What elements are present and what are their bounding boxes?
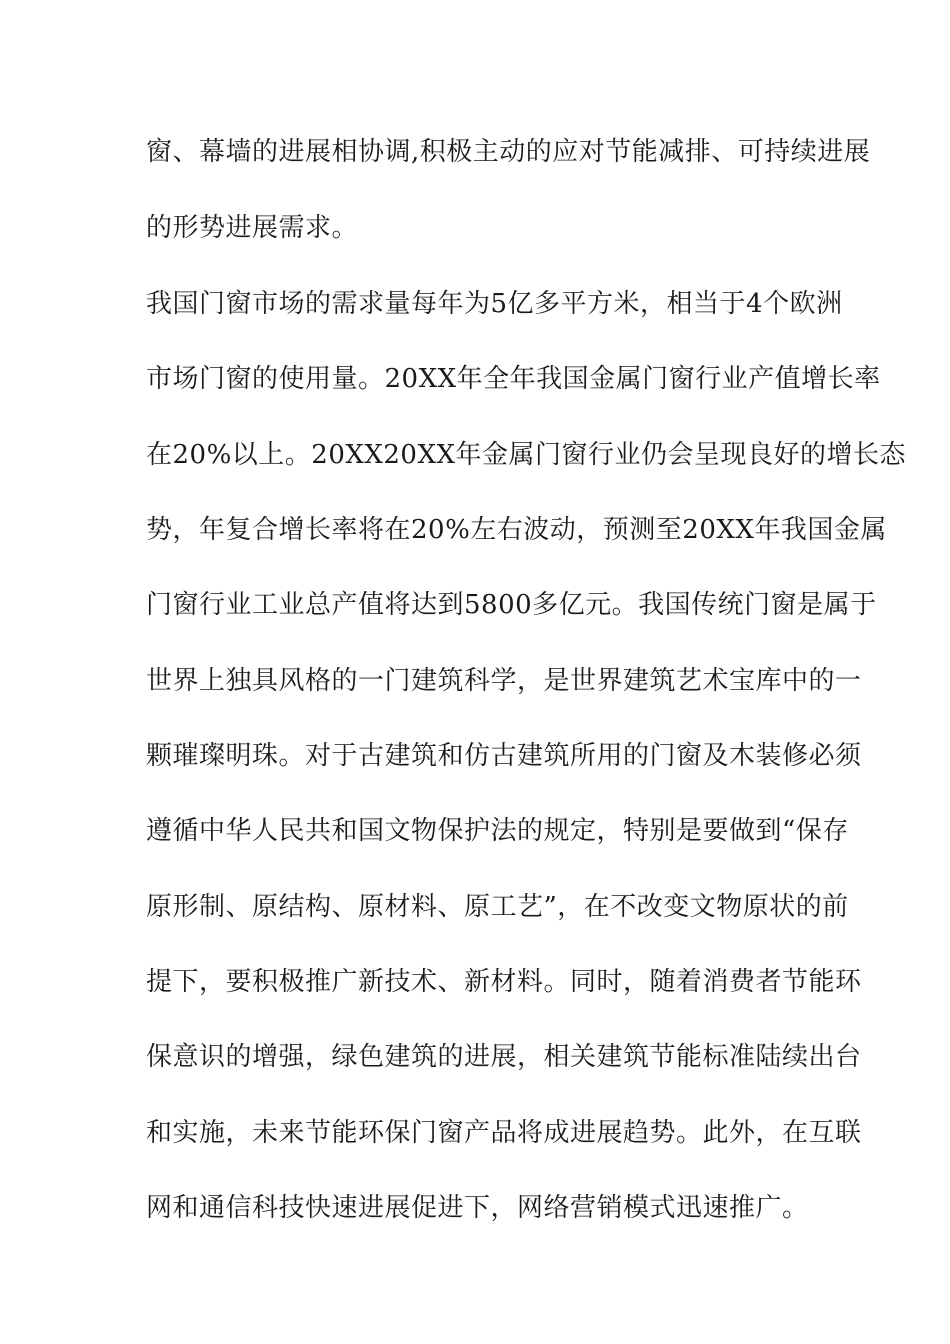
- text-line: 势，年复合增长率将在20%左右波动，预测至20XX年我国金属: [146, 515, 887, 545]
- text-line: 提下，要积极推广新技术、新材料。同时，随着消费者节能环: [146, 967, 862, 997]
- text-line: 遵循中华人民共和国文物保护法的规定，特别是要做到“保存: [146, 816, 849, 846]
- text-line: 市场门窗的使用量。20XX年全年我国金属门窗行业产值增长率: [146, 364, 881, 394]
- text-line: 的形势进展需求。: [146, 213, 359, 243]
- text-line: 在20%以上。20XX20XX年金属门窗行业仍会呈现良好的增长态: [146, 440, 906, 470]
- text-line: 窗、幕墙的进展相协调,积极主动的应对节能减排、可持续进展: [146, 137, 871, 167]
- text-line: 世界上独具风格的一门建筑科学，是世界建筑艺术宝库中的一: [146, 666, 862, 696]
- text-line: 原形制、原结构、原材料、原工艺”，在不改变文物原状的前: [146, 892, 849, 922]
- text-line: 颗璀璨明珠。对于古建筑和仿古建筑所用的门窗及木装修必须: [146, 741, 862, 771]
- text-line: 门窗行业工业总产值将达到5800多亿元。我国传统门窗是属于: [146, 590, 877, 620]
- text-line: 保意识的增强，绿色建筑的进展，相关建筑节能标准陆续出台: [146, 1042, 862, 1072]
- text-line: 网和通信科技快速进展促进下，网络营销模式迅速推广。: [146, 1193, 809, 1223]
- text-line: 我国门窗市场的需求量每年为5亿多平方米，相当于4个欧洲: [146, 289, 843, 319]
- text-line: 和实施，未来节能环保门窗产品将成进展趋势。此外，在互联: [146, 1118, 862, 1148]
